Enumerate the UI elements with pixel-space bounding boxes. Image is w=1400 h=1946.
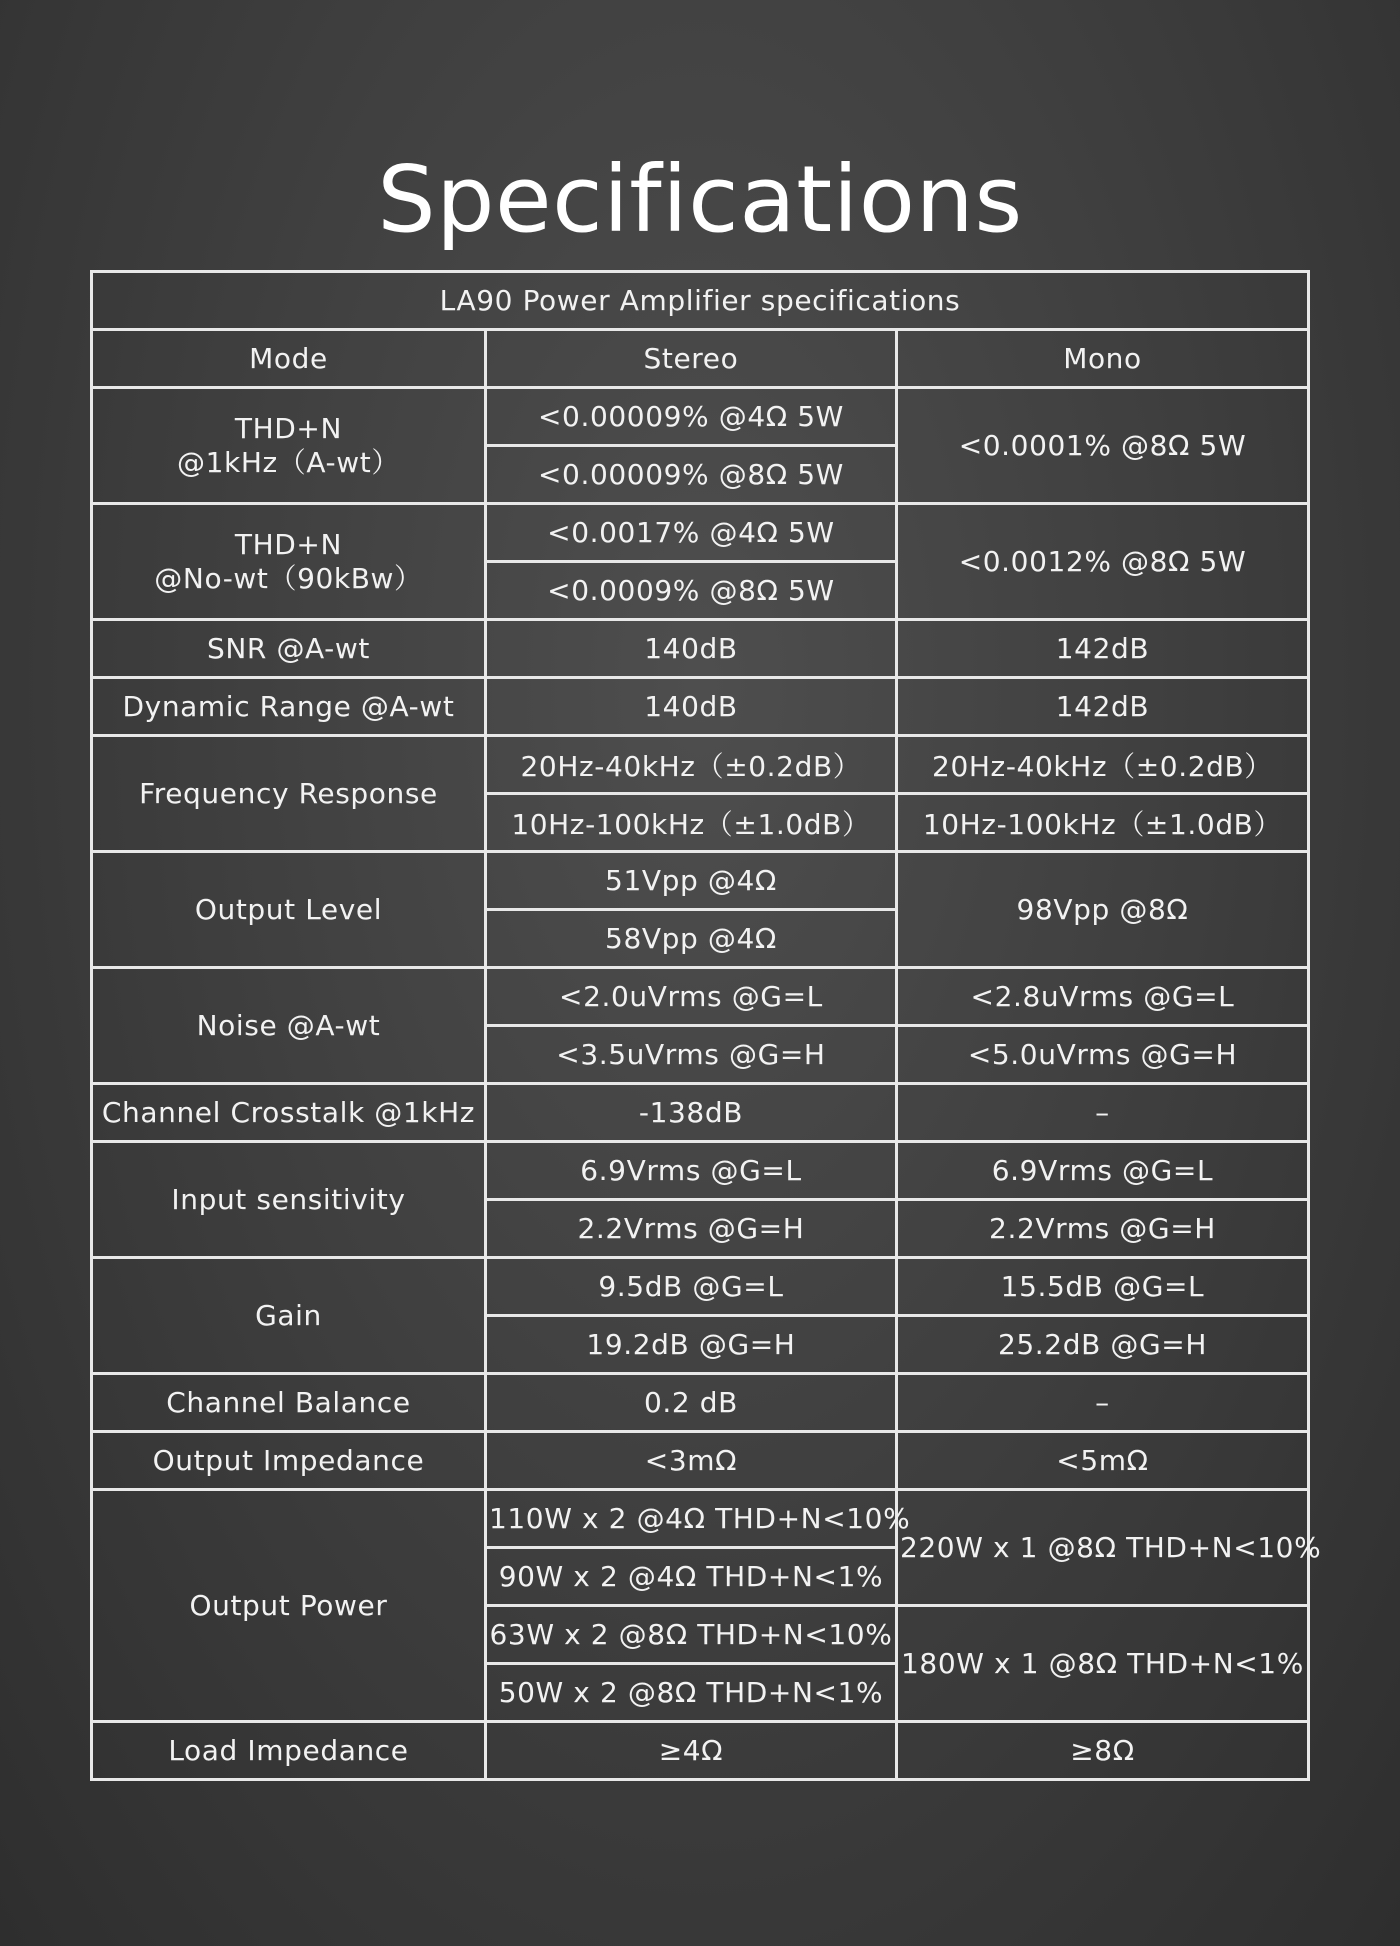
label-line: @1kHz（A-wt）	[177, 445, 400, 479]
stereo-cell: 9.5dB @G=L	[485, 1258, 896, 1316]
row-label-frequency-response: Frequency Response	[92, 736, 486, 852]
spec-table	[90, 270, 1322, 1781]
table-caption-row	[92, 272, 1309, 330]
stereo-cell: 51Vpp @4Ω	[485, 852, 896, 910]
stereo-cell: 110W x 2 @4Ω THD+N<10%	[485, 1490, 896, 1548]
table-row	[92, 968, 1309, 1026]
table-row	[92, 1084, 1309, 1142]
stereo-cell: <0.00009% @8Ω 5W	[485, 446, 896, 504]
table-row	[92, 1432, 1309, 1490]
header-mono: Mono	[896, 330, 1308, 388]
stereo-cell: 10Hz-100kHz（±1.0dB）	[485, 794, 896, 852]
header-mode: Mode	[92, 330, 486, 388]
table-row	[92, 504, 1309, 562]
mono-cell: 142dB	[896, 620, 1308, 678]
mono-cell: <5mΩ	[896, 1432, 1308, 1490]
row-label-output-level: Output Level	[92, 852, 486, 968]
stereo-cell: 50W x 2 @8Ω THD+N<1%	[485, 1664, 896, 1722]
header-stereo: Stereo	[485, 330, 896, 388]
mono-cell: 10Hz-100kHz（±1.0dB）	[896, 794, 1308, 852]
table-caption: LA90 Power Amplifier specifications	[92, 272, 1309, 330]
stereo-cell: 90W x 2 @4Ω THD+N<1%	[485, 1548, 896, 1606]
stereo-cell: <0.0017% @4Ω 5W	[485, 504, 896, 562]
label-line: @No-wt（90kBw）	[154, 561, 423, 595]
page-title: Specifications	[377, 145, 1023, 253]
stereo-cell: 2.2Vrms @G=H	[485, 1200, 896, 1258]
stereo-cell: <3.5uVrms @G=H	[485, 1026, 896, 1084]
row-label-crosstalk: Channel Crosstalk @1kHz	[92, 1084, 486, 1142]
mono-cell: ≥8Ω	[896, 1722, 1308, 1780]
mono-cell: 220W x 1 @8Ω THD+N<10%	[896, 1490, 1308, 1606]
row-label-channel-balance: Channel Balance	[92, 1374, 486, 1432]
table-row	[92, 620, 1309, 678]
stereo-cell: ≥4Ω	[485, 1722, 896, 1780]
table-row	[92, 388, 1309, 446]
label-line: THD+N	[234, 411, 343, 445]
mono-cell: <5.0uVrms @G=H	[896, 1026, 1308, 1084]
row-label-output-impedance: Output Impedance	[92, 1432, 486, 1490]
table-row	[92, 1490, 1309, 1548]
stereo-cell: <0.00009% @4Ω 5W	[485, 388, 896, 446]
mono-cell: 15.5dB @G=L	[896, 1258, 1308, 1316]
stereo-cell: 63W x 2 @8Ω THD+N<10%	[485, 1606, 896, 1664]
table-row	[92, 678, 1309, 736]
row-label-gain: Gain	[92, 1258, 486, 1374]
mono-cell: 25.2dB @G=H	[896, 1316, 1308, 1374]
row-label-noise: Noise @A-wt	[92, 968, 486, 1084]
stereo-cell: <3mΩ	[485, 1432, 896, 1490]
stereo-cell: 0.2 dB	[485, 1374, 896, 1432]
row-label-thd-nowt	[92, 504, 486, 620]
table-row	[92, 1722, 1309, 1780]
mono-cell: 180W x 1 @8Ω THD+N<1%	[896, 1606, 1308, 1722]
stereo-cell: 140dB	[485, 678, 896, 736]
label-line: THD+N	[234, 527, 343, 561]
table-row	[92, 1142, 1309, 1200]
stereo-cell: 20Hz-40kHz（±0.2dB）	[485, 736, 896, 794]
stereo-cell: 6.9Vrms @G=L	[485, 1142, 896, 1200]
mono-cell: <2.8uVrms @G=L	[896, 968, 1308, 1026]
mono-cell: <0.0012% @8Ω 5W	[896, 504, 1308, 620]
row-label-output-power: Output Power	[92, 1490, 486, 1722]
header-row	[92, 330, 1309, 388]
row-label-snr: SNR @A-wt	[92, 620, 486, 678]
mono-cell: –	[896, 1084, 1308, 1142]
mono-cell: 142dB	[896, 678, 1308, 736]
table-row	[92, 1374, 1309, 1432]
stereo-cell: 140dB	[485, 620, 896, 678]
row-label-thd-1k	[92, 388, 486, 504]
row-label-input-sensitivity: Input sensitivity	[92, 1142, 486, 1258]
table-row	[92, 1258, 1309, 1316]
mono-cell: 2.2Vrms @G=H	[896, 1200, 1308, 1258]
mono-cell: 20Hz-40kHz（±0.2dB）	[896, 736, 1308, 794]
stereo-cell: 19.2dB @G=H	[485, 1316, 896, 1374]
mono-cell: 98Vpp @8Ω	[896, 852, 1308, 968]
mono-cell: <0.0001% @8Ω 5W	[896, 388, 1308, 504]
row-label-load-impedance: Load Impedance	[92, 1722, 486, 1780]
row-label-dynamic-range: Dynamic Range @A-wt	[92, 678, 486, 736]
mono-cell: –	[896, 1374, 1308, 1432]
stereo-cell: 58Vpp @4Ω	[485, 910, 896, 968]
mono-cell: 6.9Vrms @G=L	[896, 1142, 1308, 1200]
stereo-cell: -138dB	[485, 1084, 896, 1142]
stereo-cell: <2.0uVrms @G=L	[485, 968, 896, 1026]
table-row	[92, 852, 1309, 910]
table-row	[92, 736, 1309, 794]
stereo-cell: <0.0009% @8Ω 5W	[485, 562, 896, 620]
